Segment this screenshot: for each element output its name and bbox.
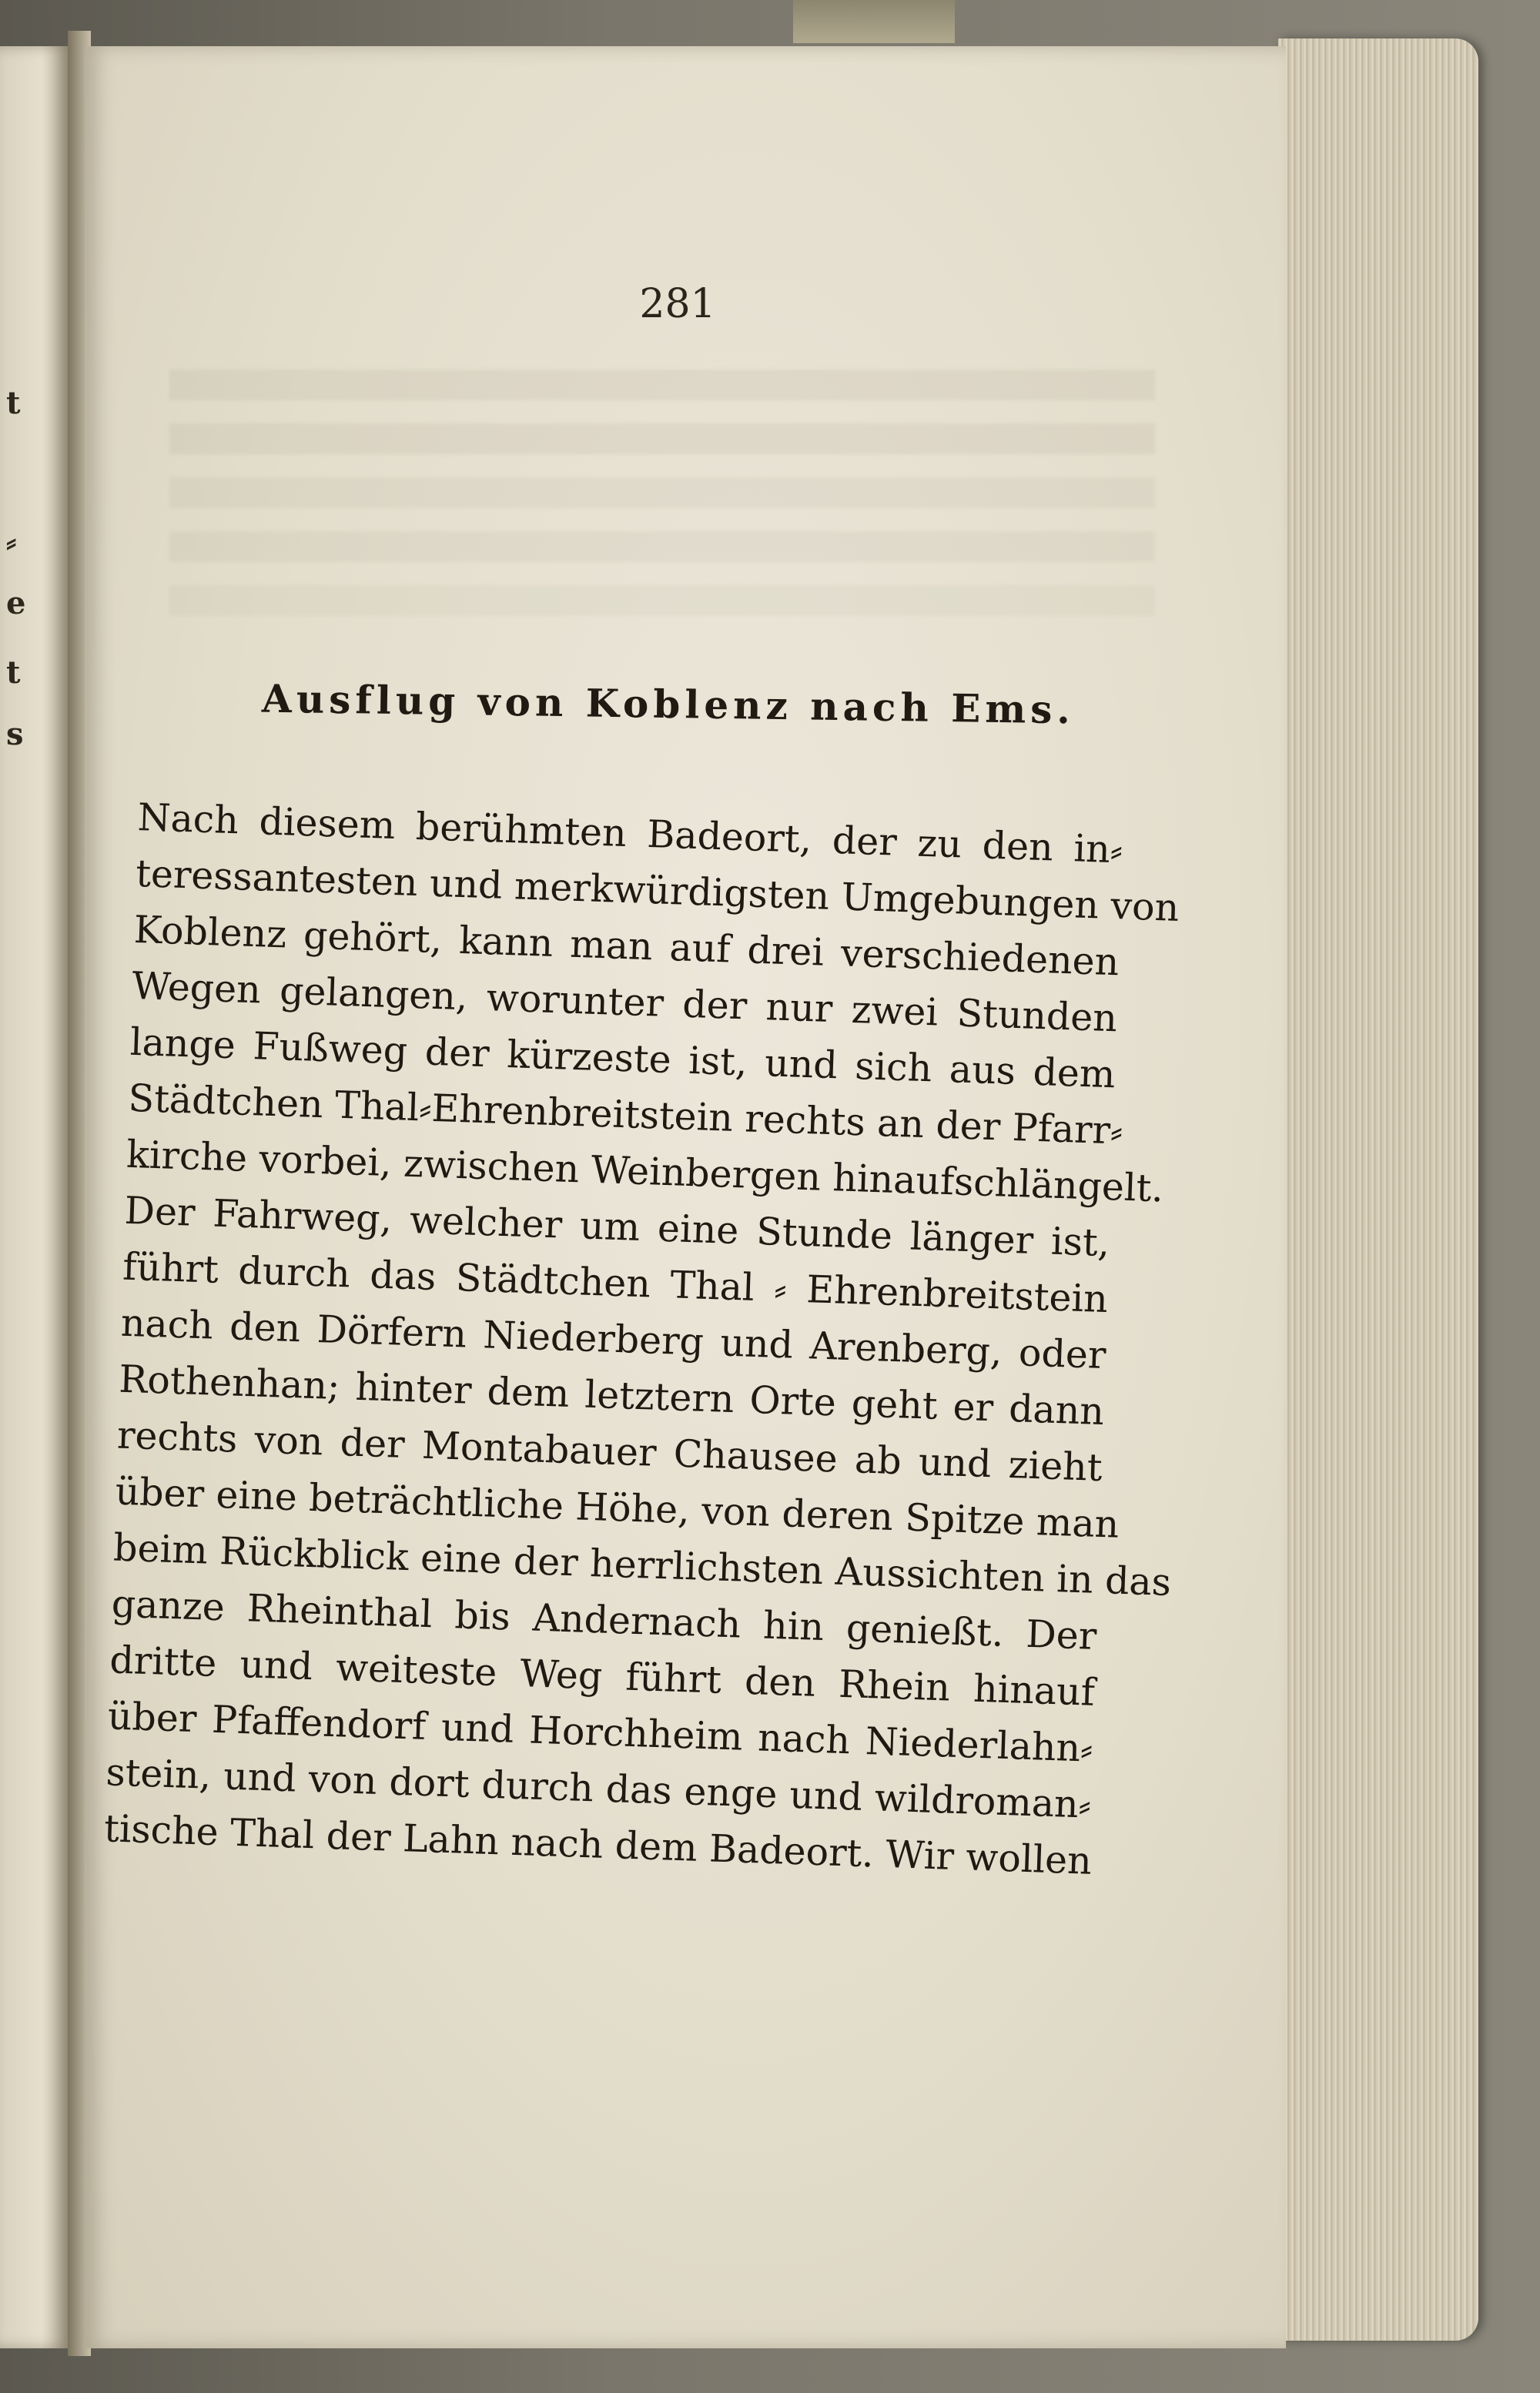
- text-line: beim Rückblick eine der herrlichsten Aussichten in das: [112, 1525, 1172, 1605]
- bookmark-ribbon: [793, 0, 955, 43]
- left-page-fragment: e: [6, 585, 26, 621]
- text-line: kirche vorbei, zwischen Weinbergen hinaufschlängelt.: [126, 1132, 1164, 1211]
- left-page-fragment: s: [6, 716, 24, 752]
- text-line: dritte und weiteste Weg führt den Rhein hinauf: [109, 1638, 1096, 1715]
- text-line: Nach diesem berühmten Badeort, der zu den in⸗: [136, 795, 1124, 872]
- text-line: Koblenz gehört, kann man auf drei verschiedenen: [133, 907, 1120, 985]
- bleed-through: [169, 585, 1155, 616]
- text-line: Der Fahrweg, welcher um eine Stunde länger ist,: [123, 1188, 1111, 1266]
- left-page-fragment: t: [6, 385, 21, 421]
- page-number: 281: [639, 281, 716, 327]
- text-line: über Pfaffendorf und Horchheim nach Niederlahn⸗: [107, 1694, 1094, 1771]
- bleed-through: [169, 531, 1155, 562]
- text-line: tische Thal der Lahn nach dem Badeort. Wir wollen: [103, 1806, 1093, 1883]
- page: [85, 46, 1286, 2348]
- text-line: führt durch das Städtchen Thal ⸗ Ehrenbreitstein: [122, 1244, 1109, 1322]
- text-line: stein, und von dort durch das enge und wildroman⸗: [105, 1750, 1092, 1827]
- left-page-fragment: t: [6, 654, 21, 691]
- text-line: Wegen gelangen, worunter der nur zwei Stunden: [131, 963, 1118, 1041]
- text-line: ganze Rheinthal bis Andernach hin genießt. Der: [110, 1581, 1098, 1658]
- text-line: lange Fußweg der kürzeste ist, und sich aus dem: [129, 1019, 1116, 1097]
- left-page-edge: [0, 46, 69, 2348]
- text-line: rechts von der Montabauer Chausee ab und zieht: [116, 1413, 1103, 1490]
- text-line: Städtchen Thal⸗Ehrenbreitstein rechts an der Pfarr⸗: [127, 1076, 1124, 1153]
- text-line: Rothenhan; hinter dem letztern Orte geht er dann: [118, 1357, 1105, 1434]
- text-line: nach den Dörfern Niederberg und Arenberg, oder: [120, 1300, 1107, 1378]
- body-text: [103, 789, 1180, 1889]
- text-line: über eine beträchtliche Höhe, von deren Spitze man: [114, 1469, 1120, 1547]
- bleed-through: [169, 477, 1155, 508]
- left-page-fragment: ⸗: [6, 524, 17, 560]
- page-title: Ausflug von Koblenz nach Ems.: [261, 675, 1076, 733]
- bleed-through: [169, 423, 1155, 454]
- text-line: teressantesten und merkwürdigsten Umgebungen von: [135, 851, 1180, 930]
- bleed-through: [169, 370, 1155, 400]
- page-edges: [1278, 38, 1478, 2341]
